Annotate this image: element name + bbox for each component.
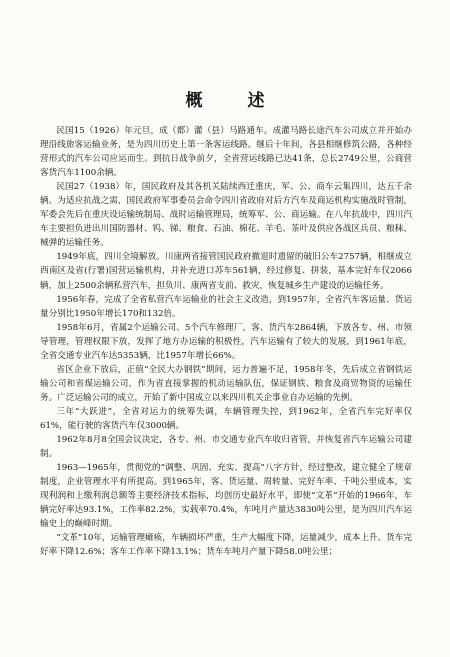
paragraph: “文革”10年，运输管理瘫痪，车辆损坏严重，生产大幅度下降，运量减少，成本上升。货车完好率下降12.6%；客车工作率下降13.1%；货车车吨月产量下降58.0吨公里；	[40, 533, 412, 558]
paragraph: 民国15（1926）年元旦，成（都）灌（县）马路通车。成灌马路长途汽车公司成立并开始办理沿线旅客运输业务，是为四川历史上第一条客运线路。继后十年间，各县相继修筑公路，各种经营形式的汽车公司应运而生。到抗日战争前夕，全省营运线路已达41条，总长2749公里，公商营客货汽车1100余辆。	[40, 126, 412, 179]
paragraph: 三年“大跃进”，全省对运力的统筹失调，车辆管理失控，到1962年，全省汽车完好率仅61%，能行驶的客货汽车仅3000辆。	[40, 406, 412, 431]
page-title: 概 述	[185, 91, 279, 111]
body-text	[40, 124, 412, 559]
paragraph: 1949年底，四川全境解放。川康两省接管国民政府撤退时遗留的破旧公车2757辆，相继成立西南区及省(行署)国营运输机构，并补充进口苏车561辆，经过修复、拼装，基本完好车仅2066辆，加上2500余辆私营汽车，担负川、康两省支前、救灾，恢复城乡生产建设的运输任务。	[40, 252, 412, 291]
paragraph: 1958年6月，省属2个运输公司、5个汽车修理厂，客、货汽车2864辆，下放各专、州、市领导管理，管理权限下放，发挥了地方办运输的积极性，汽车运输有了较大的发展，到1961年底，全省交通专业汽车达5353辆，比1957年增长66%。	[40, 322, 412, 361]
paragraph: 1962年8月8全国会议决定，各专、州、市交通专业汽车收归省管，并恢复省汽车运输公司建制。	[40, 435, 412, 460]
paragraph: 1956年春，完成了全省私营汽车运输业的社会主义改造，到1957年，全省汽车客运量、货运量分别比1950年增长170和132倍。	[40, 294, 412, 319]
paragraph: 1963—1965年，贯彻党的“调整、巩固、充实、提高”八字方针，经过整改，建立健全了规章制度，企业管理水平有所提高。到1965年，客、货运量、周转量、完好车率、千吨公里成本，实现利润和上缴利润总额等主要经济技术指标，均创历史最好水平，即使“文革”开始的1966年，车辆完好率达93.1%，工作率82.2%，实载率70.4%，车吨月产量达3830吨公里，是为四川汽车运输史上的巅峰时期。	[40, 463, 412, 530]
paragraph: 省区企业下放后，正值“全民大办钢铁”期间，运力普遍不足，1958年冬，先后成立省钢铁运输公司和省煤运输公司，作为省直接掌握的机动运输队伍，保证钢铁、粮食及商贸物资的运输任务。广泛运输公司的成立，开始了新中国成立以来四川机关企事业自办运输的先例。	[40, 364, 412, 403]
paragraph: 民国27（1938）年，国民政府及其各机关陆续西迁重庆，军、公、商车云集四川，达五千余辆。为适应抗战之需，国民政府军事委员会命令四川省政府对后方汽车及商运机构实施战时管制，军委会先后在重庆设运输统制局、战时运输管理局，统筹军、公、商运输。在八年抗战中，四川汽车主要担负进出川国防器材、钨、锑、粮食、石油、棉花、羊毛、茶叶及供应各战区兵员、粮秣、械弹的运输任务。	[40, 182, 412, 249]
